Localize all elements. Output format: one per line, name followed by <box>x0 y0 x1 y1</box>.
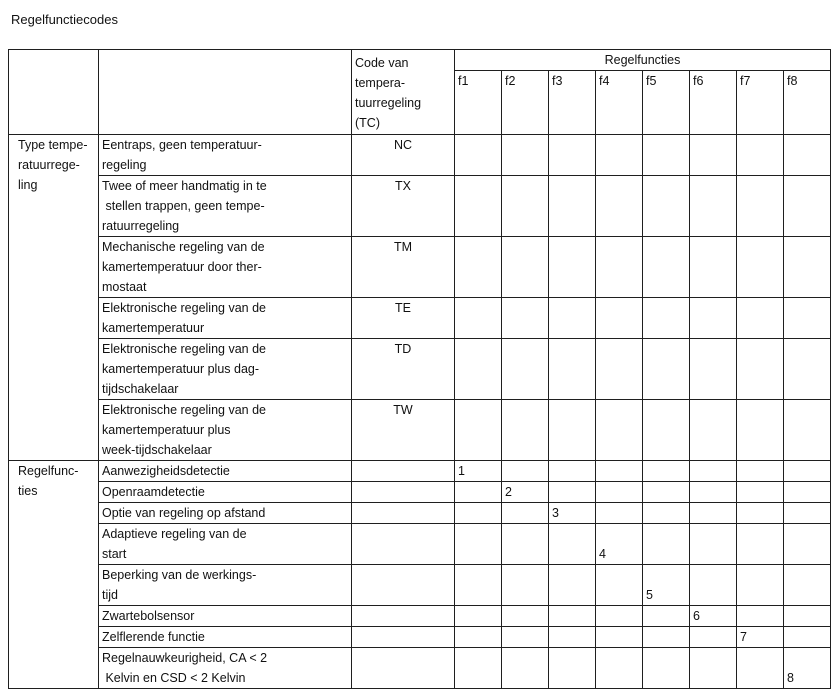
function-cell <box>596 648 643 689</box>
function-cell <box>549 524 596 565</box>
tc-code-cell: TW <box>352 400 455 461</box>
function-cell <box>784 237 831 298</box>
function-cell <box>502 648 549 689</box>
function-cell <box>643 482 690 503</box>
function-cell <box>737 237 784 298</box>
section-label-line: ratuurrege- <box>18 158 80 172</box>
page-title: Regelfunctiecodes <box>11 12 118 27</box>
function-cell <box>596 400 643 461</box>
function-cell <box>455 482 502 503</box>
description-line: kamertemperatuur plus <box>102 423 231 437</box>
header-row <box>9 50 831 71</box>
function-cell <box>643 627 690 648</box>
function-cell <box>690 339 737 400</box>
function-cell <box>643 648 690 689</box>
function-cell <box>643 176 690 237</box>
function-cell <box>643 298 690 339</box>
description-line: mostaat <box>102 280 147 294</box>
header-empty-cell <box>9 50 99 135</box>
function-cell <box>596 237 643 298</box>
description-line: Optie van regeling op afstand <box>102 506 266 520</box>
description-line: Adaptieve regeling van de <box>102 527 247 541</box>
function-cell <box>690 503 737 524</box>
function-cell <box>690 648 737 689</box>
function-cell <box>502 524 549 565</box>
function-cell <box>643 400 690 461</box>
function-row <box>9 482 831 503</box>
description-line: Openraamdetectie <box>102 485 205 499</box>
function-cell <box>737 648 784 689</box>
function-cell <box>549 339 596 400</box>
function-cell <box>737 298 784 339</box>
function-cell <box>784 627 831 648</box>
control-functions-header: Regelfuncties <box>455 50 831 71</box>
description-line: Regelnauwkeurigheid, CA < 2 <box>102 651 268 665</box>
function-cell <box>690 524 737 565</box>
function-cell <box>690 135 737 176</box>
description-line: Elektronische regeling van de <box>102 342 266 356</box>
header-empty-cell <box>99 50 352 135</box>
function-cell <box>737 503 784 524</box>
section-label-line: Type tempe- <box>18 138 88 152</box>
tc-code-header <box>352 50 455 135</box>
function-cell <box>643 461 690 482</box>
description-line: Elektronische regeling van de <box>102 403 266 417</box>
function-cell <box>784 565 831 606</box>
section-label-line: ties <box>18 484 38 498</box>
function-cell <box>737 135 784 176</box>
function-cell <box>455 606 502 627</box>
tc-code-cell <box>352 503 455 524</box>
description-line: Zelflerende functie <box>102 630 205 644</box>
function-cell <box>784 503 831 524</box>
description-line: Elektronische regeling van de <box>102 301 266 315</box>
function-cell <box>502 400 549 461</box>
tc-code-cell: TM <box>352 237 455 298</box>
tc-code-cell <box>352 648 455 689</box>
function-cell <box>596 482 643 503</box>
function-header: f3 <box>549 71 596 135</box>
function-cell <box>455 339 502 400</box>
function-cell <box>502 339 549 400</box>
description-line: regeling <box>102 158 147 172</box>
row-description <box>99 461 352 482</box>
function-cell <box>549 400 596 461</box>
type-row <box>9 298 831 339</box>
row-description <box>99 339 352 400</box>
function-cell <box>784 606 831 627</box>
function-cell <box>596 503 643 524</box>
description-line: tijd <box>102 588 118 602</box>
description-line: kamertemperatuur door ther- <box>102 260 262 274</box>
description-line: start <box>102 547 127 561</box>
tc-code-cell <box>352 627 455 648</box>
type-row <box>9 400 831 461</box>
type-row <box>9 237 831 298</box>
function-row <box>9 565 831 606</box>
function-cell <box>784 339 831 400</box>
function-cell <box>737 339 784 400</box>
control-function-table <box>8 49 831 689</box>
function-cell <box>690 627 737 648</box>
function-cell <box>549 176 596 237</box>
description-line: Zwartebolsensor <box>102 609 195 623</box>
function-cell <box>690 461 737 482</box>
tc-code-cell <box>352 524 455 565</box>
row-description <box>99 565 352 606</box>
function-value-cell: 8 <box>784 648 831 689</box>
function-row <box>9 606 831 627</box>
function-cell <box>784 524 831 565</box>
description-line: Eentraps, geen temperatuur- <box>102 138 262 152</box>
description-line: tijdschakelaar <box>102 382 179 396</box>
description-line: kamertemperatuur <box>102 321 205 335</box>
function-cell <box>502 237 549 298</box>
tc-code-cell: TD <box>352 339 455 400</box>
function-cell <box>737 524 784 565</box>
function-cell <box>784 176 831 237</box>
function-cell <box>737 176 784 237</box>
section-label-type <box>9 135 99 461</box>
row-description <box>99 524 352 565</box>
function-cell <box>643 339 690 400</box>
description-line: Beperking van de werkings- <box>102 568 257 582</box>
row-description <box>99 298 352 339</box>
function-cell <box>549 606 596 627</box>
function-cell <box>737 482 784 503</box>
function-cell <box>549 648 596 689</box>
function-cell <box>502 135 549 176</box>
function-cell <box>784 482 831 503</box>
function-cell <box>502 565 549 606</box>
function-cell <box>690 400 737 461</box>
description-line: Kelvin en CSD < 2 Kelvin <box>102 671 246 685</box>
description-line: week-tijdschakelaar <box>102 443 212 457</box>
description-line: ratuurregeling <box>102 219 180 233</box>
function-cell <box>455 298 502 339</box>
function-value-cell: 2 <box>502 482 549 503</box>
function-value-cell: 4 <box>596 524 643 565</box>
type-row <box>9 135 831 176</box>
function-cell <box>596 606 643 627</box>
function-cell <box>549 482 596 503</box>
function-cell <box>549 298 596 339</box>
function-cell <box>737 400 784 461</box>
function-cell <box>596 339 643 400</box>
section-label-line: ling <box>18 178 38 192</box>
section-label-line: Regelfunc- <box>18 464 79 478</box>
function-value-cell: 1 <box>455 461 502 482</box>
function-cell <box>596 135 643 176</box>
function-cell <box>690 482 737 503</box>
function-cell <box>784 461 831 482</box>
tc-code-cell: TX <box>352 176 455 237</box>
function-cell <box>502 627 549 648</box>
tc-code-cell: TE <box>352 298 455 339</box>
tc-code-header-line: tuurregeling <box>355 96 422 110</box>
tc-code-cell: NC <box>352 135 455 176</box>
tc-code-cell <box>352 565 455 606</box>
function-cell <box>737 461 784 482</box>
function-cell <box>690 298 737 339</box>
description-line: Twee of meer handmatig in te <box>102 179 267 193</box>
function-cell <box>455 565 502 606</box>
function-cell <box>502 176 549 237</box>
function-cell <box>596 627 643 648</box>
function-cell <box>502 461 549 482</box>
tc-code-cell <box>352 482 455 503</box>
function-cell <box>690 176 737 237</box>
function-cell <box>502 606 549 627</box>
function-cell <box>549 237 596 298</box>
description-line: stellen trappen, geen tempe- <box>102 199 265 213</box>
function-value-cell: 3 <box>549 503 596 524</box>
tc-code-cell <box>352 461 455 482</box>
function-header: f2 <box>502 71 549 135</box>
type-row <box>9 176 831 237</box>
function-header: f1 <box>455 71 502 135</box>
type-row <box>9 339 831 400</box>
function-cell <box>455 503 502 524</box>
tc-code-header-line: tempera- <box>355 76 406 90</box>
function-cell <box>643 135 690 176</box>
function-value-cell: 5 <box>643 565 690 606</box>
function-cell <box>596 461 643 482</box>
function-cell <box>596 176 643 237</box>
tc-code-header-line: (TC) <box>355 116 380 130</box>
description-line: kamertemperatuur plus dag- <box>102 362 260 376</box>
function-cell <box>784 298 831 339</box>
row-description <box>99 648 352 689</box>
function-cell <box>643 237 690 298</box>
row-description <box>99 135 352 176</box>
description-line: Aanwezigheidsdetectie <box>102 464 230 478</box>
function-header: f7 <box>737 71 784 135</box>
function-value-cell: 6 <box>690 606 737 627</box>
tc-code-cell <box>352 606 455 627</box>
function-cell <box>643 503 690 524</box>
function-cell <box>690 237 737 298</box>
function-row <box>9 627 831 648</box>
row-description <box>99 400 352 461</box>
function-cell <box>502 503 549 524</box>
function-cell <box>643 606 690 627</box>
row-description <box>99 606 352 627</box>
function-cell <box>455 237 502 298</box>
function-cell <box>643 524 690 565</box>
function-cell <box>455 400 502 461</box>
function-cell <box>690 565 737 606</box>
function-cell <box>455 648 502 689</box>
function-row <box>9 503 831 524</box>
function-row <box>9 648 831 689</box>
function-header: f6 <box>690 71 737 135</box>
function-row <box>9 524 831 565</box>
function-cell <box>549 627 596 648</box>
function-cell <box>455 524 502 565</box>
tc-code-header-line: Code van <box>355 56 409 70</box>
function-cell <box>784 135 831 176</box>
function-row <box>9 461 831 482</box>
function-cell <box>737 606 784 627</box>
row-description <box>99 482 352 503</box>
function-cell <box>502 298 549 339</box>
function-cell <box>737 565 784 606</box>
function-cell <box>455 135 502 176</box>
section-label-functions <box>9 461 99 689</box>
function-cell <box>784 400 831 461</box>
function-cell <box>596 565 643 606</box>
function-header: f8 <box>784 71 831 135</box>
function-header: f5 <box>643 71 690 135</box>
row-description <box>99 627 352 648</box>
description-line: Mechanische regeling van de <box>102 240 265 254</box>
row-description <box>99 237 352 298</box>
function-value-cell: 7 <box>737 627 784 648</box>
row-description <box>99 503 352 524</box>
function-cell <box>549 461 596 482</box>
function-cell <box>549 135 596 176</box>
function-cell <box>549 565 596 606</box>
row-description <box>99 176 352 237</box>
function-cell <box>596 298 643 339</box>
function-cell <box>455 627 502 648</box>
function-cell <box>455 176 502 237</box>
function-header: f4 <box>596 71 643 135</box>
